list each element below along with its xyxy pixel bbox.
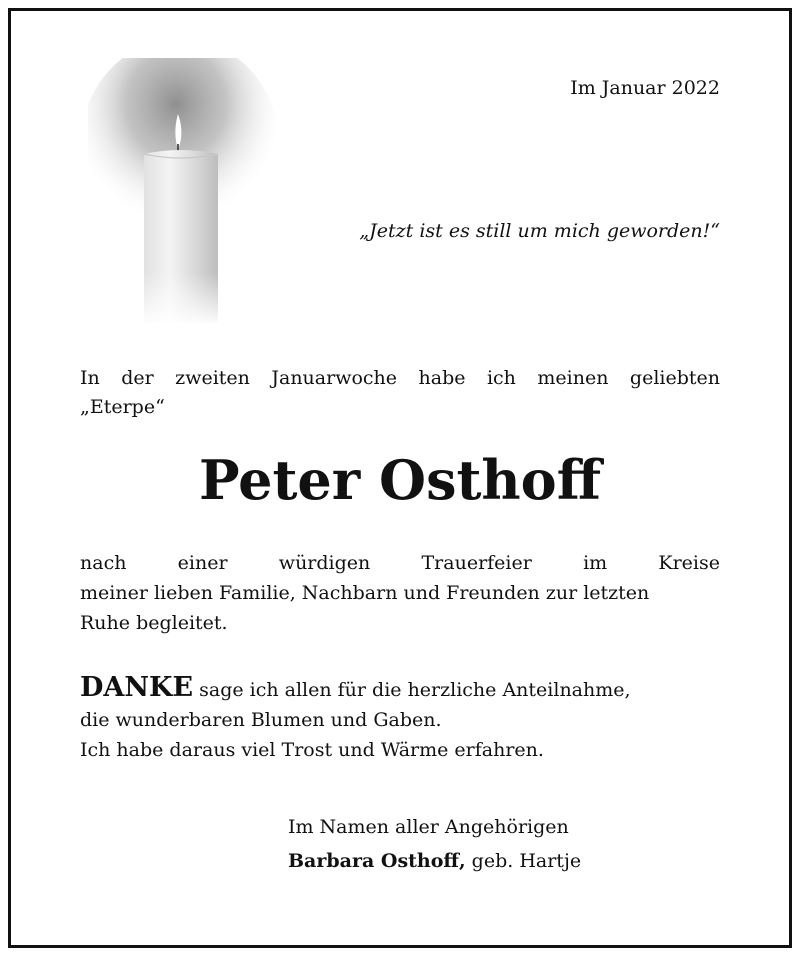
signature-intro: Im Namen aller Angehörigen bbox=[288, 816, 569, 838]
thanks-paragraph bbox=[80, 673, 740, 765]
thanks-line-3: Ich habe daraus viel Trost und Wärme erfahren. bbox=[80, 739, 544, 761]
intro-line-2: „Eterpe“ bbox=[80, 396, 165, 418]
candle-icon bbox=[88, 58, 278, 328]
intro-line-1: In der zweiten Januarwoche habe ich meinen geliebten bbox=[80, 367, 720, 389]
intro-paragraph bbox=[80, 364, 720, 422]
signature-block bbox=[288, 810, 581, 878]
body-line-2: meiner lieben Familie, Nachbarn und Freunden zur letzten bbox=[80, 582, 650, 604]
body-line-3: Ruhe begleitet. bbox=[80, 612, 228, 634]
body-line-1: nach einer würdigen Trauerfeier im Kreise bbox=[80, 552, 720, 574]
candle-image bbox=[88, 58, 278, 328]
notice-date: Im Januar 2022 bbox=[570, 77, 720, 99]
deceased-name: Peter Osthoff bbox=[198, 448, 602, 512]
signer-name: Barbara Osthoff, bbox=[288, 850, 466, 872]
thanks-line-1-rest: sage ich allen für die herzliche Anteilnahme, bbox=[193, 679, 631, 701]
thanks-line-2: die wunderbaren Blumen und Gaben. bbox=[80, 709, 442, 731]
signer-maiden-name: geb. Hartje bbox=[465, 850, 582, 872]
notice-quote: „Jetzt ist es still um mich geworden!“ bbox=[359, 220, 720, 242]
signature-name-line bbox=[288, 844, 581, 878]
body-paragraph bbox=[80, 548, 720, 638]
thanks-line-1 bbox=[80, 673, 740, 705]
danke-emphasis: DANKE bbox=[80, 672, 194, 703]
